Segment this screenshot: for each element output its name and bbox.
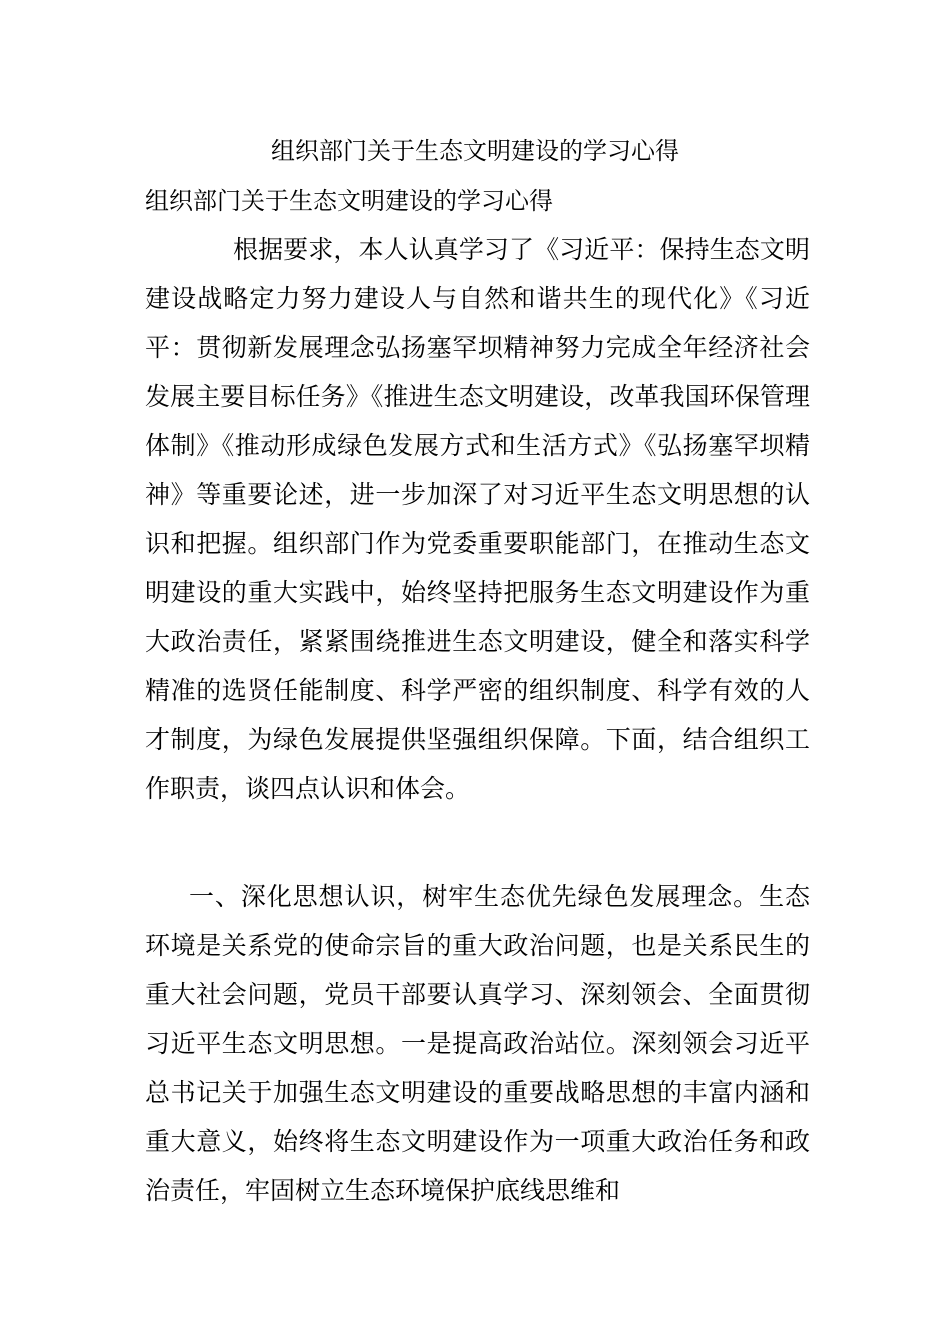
document-title: 组织部门关于生态文明建设的学习心得	[271, 137, 679, 165]
paragraph-intro: 根据要求，本人认真学习了《习近平：保持生态文明建设战略定力努力建设人与自然和谐共生的现代化》《习近平：贯彻新发展理念弘扬塞罕坝精神努力完成全年经济社会发展主要目标任务》《推进生态文明建设，改革我国环保管理体制》《推动形成绿色发展方式和生活方式》《弘扬塞罕坝精神》等重要论述，进一步加深了对习近平生态文明思想的认识和把握。组织部门作为党委重要职能部门，在推动生态文明建设的重大实践中，始终坚持把服务生态文明建设作为重大政治责任，紧紧围绕推进生态文明建设，健全和落实科学精准的选贤任能制度、科学严密的组织制度、科学有效的人才制度，为绿色发展提供坚强组织保障。下面，结合组织工作职责，谈四点认识和体会。	[145, 235, 810, 803]
document-subtitle: 组织部门关于生态文明建设的学习心得	[145, 187, 553, 215]
paragraph-section-one: 一、深化思想认识，树牢生态优先绿色发展理念。生态环境是关系党的使命宗旨的重大政治问题，也是关系民生的重大社会问题，党员干部要认真学习、深刻领会、全面贯彻习近平生态文明思想。一是提高政治站位。深刻领会习近平总书记关于加强生态文明建设的重要战略思想的丰富内涵和重大意义，始终将生态文明建设作为一项重大政治任务和政治责任，牢固树立生态环境保护底线思维和	[145, 882, 810, 1205]
